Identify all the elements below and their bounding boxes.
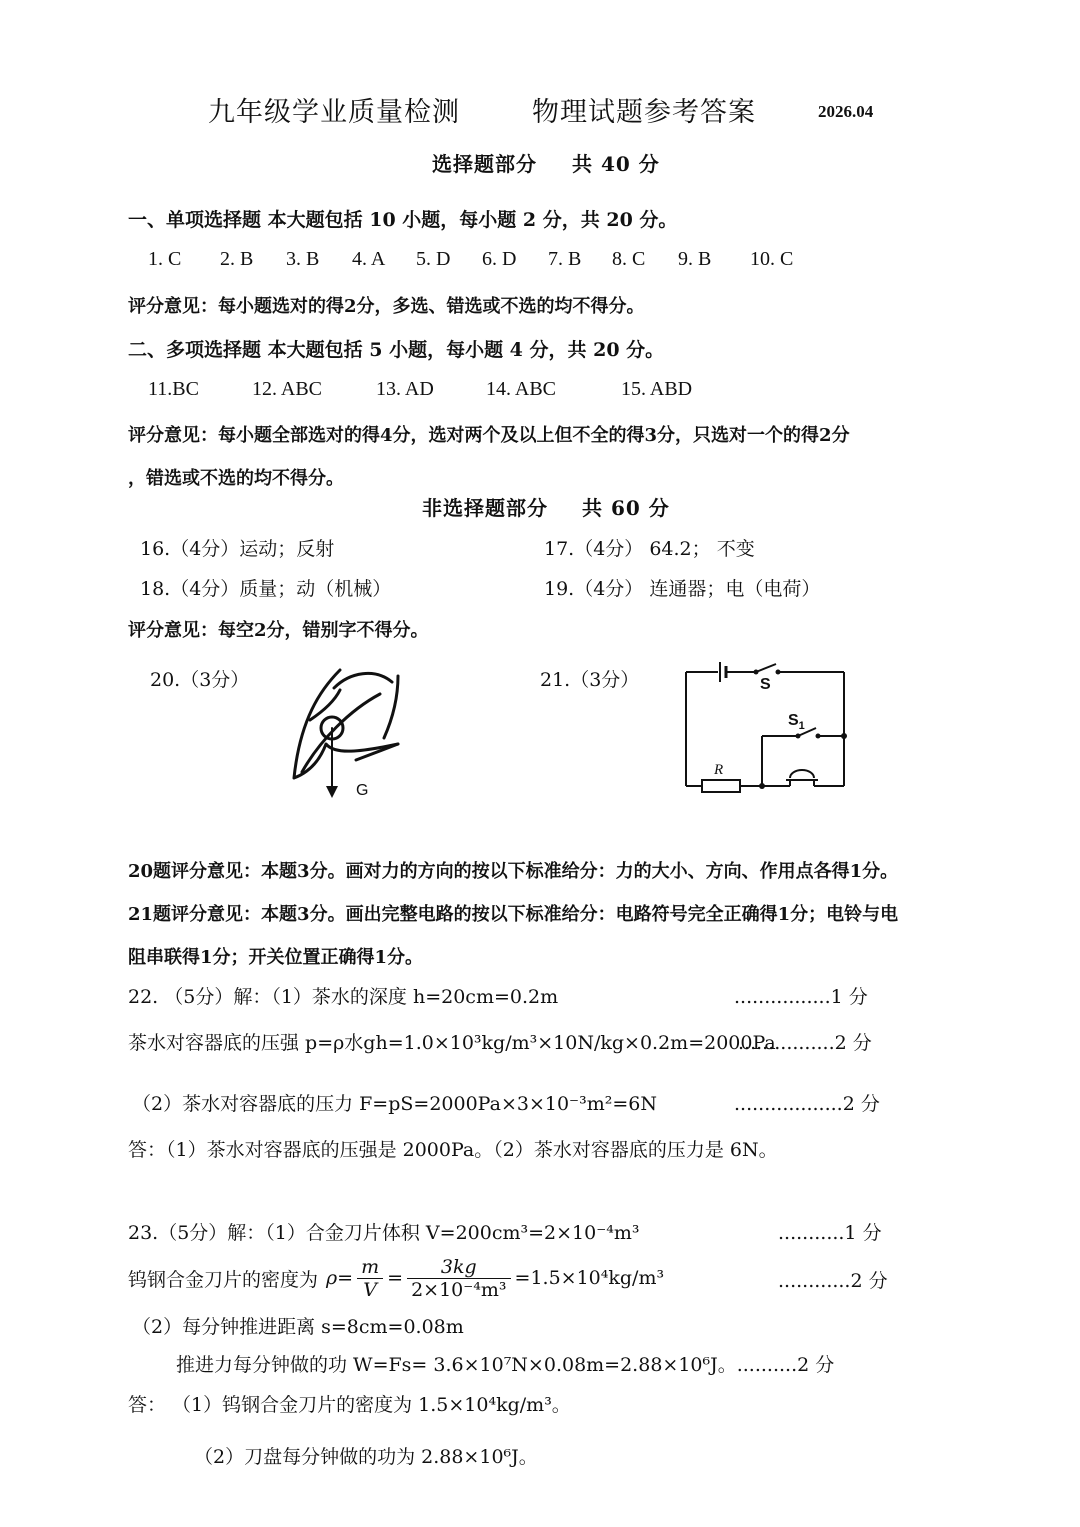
- leaf-tip: [356, 744, 398, 760]
- answer-1: 1. C: [148, 248, 182, 270]
- q23-line1-score: ...........1 分: [778, 1222, 882, 1244]
- q21-note-line1: 21题评分意见：本题3分。画出完整电路的按以下标准给分：电路符号完全正确得1分；电铃与电: [128, 904, 899, 925]
- section2-answers: [148, 378, 692, 401]
- q23-line2: [128, 1250, 664, 1306]
- exam-subject: 物理试题参考答案: [532, 97, 756, 128]
- section1-answers: [148, 248, 808, 271]
- fill-note: 评分意见：每空2分，错别字不得分。: [128, 620, 429, 641]
- q21-label: 21.（3分）: [540, 669, 640, 691]
- answer-18: 18.（4分）质量；动（机械）: [140, 578, 392, 600]
- bell-dome: [790, 770, 814, 778]
- part1-total: 共 40 分: [572, 152, 660, 176]
- q23-answer1: 答： （1）钨钢合金刀片的密度为 1.5×10⁴kg/m³。: [128, 1394, 571, 1416]
- density-result: =1.5×10⁴kg/m³: [514, 1267, 665, 1289]
- section2-note-line2: ，错选或不选的均不得分。: [128, 468, 344, 489]
- q23-line3: （2）每分钟推进距离 s=8cm=0.08m: [132, 1316, 464, 1338]
- resistor-label: R: [714, 762, 724, 778]
- resistor-symbol: [702, 780, 740, 792]
- q22-line3: （2）茶水对容器底的压力 F=pS=2000Pa×3×10⁻³m²=6N: [132, 1093, 657, 1115]
- fraction-numerator-value: 3kg: [407, 1256, 510, 1279]
- q22-line1-score: ................1 分: [734, 986, 868, 1008]
- switch-s-label: S: [760, 676, 771, 693]
- part1-title: 选择题部分: [432, 152, 537, 176]
- rho-symbol: ρ=: [326, 1267, 354, 1289]
- part2-title: 非选择题部分: [422, 496, 548, 520]
- answer-10: 10. C: [750, 248, 794, 270]
- answer-16: 16.（4分）运动；反射: [140, 538, 335, 560]
- q20-diagram: [280, 660, 420, 810]
- q20-note: 20题评分意见：本题3分。画对力的方向的按以下标准给分：力的大小、方向、作用点各得1分。: [128, 861, 899, 882]
- answer-3: 3. B: [286, 248, 320, 270]
- switch-s-blade: [756, 664, 776, 672]
- gravity-arrowhead: [326, 786, 338, 798]
- q21-note-line2: 阻串联得1分；开关位置正确得1分。: [128, 947, 424, 968]
- junction-bottom: [759, 783, 765, 789]
- q23-line2-prefix: 钨钢合金刀片的密度为: [128, 1268, 319, 1291]
- answer-9: 9. B: [678, 248, 712, 270]
- leaf-right: [384, 676, 398, 738]
- section2-note-line1: 评分意见：每小题全部选对的得4分，选对两个及以上但不全的得3分，只选对一个的得2分: [128, 425, 850, 446]
- q23-answer2: （2）刀盘每分钟做的功为 2.88×10⁶J。: [194, 1446, 538, 1468]
- fraction-denominator-value: 2×10⁻⁴m³: [411, 1278, 507, 1301]
- exam-title: 九年级学业质量检测: [208, 97, 460, 128]
- fraction-denominator: V: [363, 1278, 377, 1301]
- answer-19: 19.（4分） 连通器；电（电荷）: [544, 578, 821, 600]
- fraction-numerator: m: [357, 1256, 383, 1279]
- q22-line3-score: ..................2 分: [734, 1093, 880, 1115]
- q22-line2-score: ................2 分: [738, 1032, 872, 1054]
- answer-4: 4. A: [352, 248, 386, 270]
- answer-11: 11.BC: [148, 378, 199, 400]
- q20-label: 20.（3分）: [150, 669, 250, 691]
- switch-s-contact: [776, 670, 781, 675]
- answer-17: 17.（4分） 64.2； 不变: [544, 538, 755, 560]
- q22-line1: 22. （5分）解：（1）茶水的深度 h=20cm=0.2m: [128, 986, 559, 1008]
- section1-heading: 一、单项选择题 本大题包括 10 小题，每小题 2 分，共 20 分。: [128, 209, 678, 231]
- answer-12: 12. ABC: [252, 378, 323, 400]
- q22-line2: 茶水对容器底的压强 p=ρ水gh=1.0×10³kg/m³×10N/kg×0.2m=2000Pa: [128, 1032, 776, 1054]
- switch-s1-pivot: [796, 734, 801, 739]
- section2-heading: 二、多项选择题 本大题包括 5 小题，每小题 4 分，共 20 分。: [128, 339, 665, 361]
- q23-line2-score: ............2 分: [778, 1270, 888, 1292]
- fraction-m-over-v: [357, 1256, 383, 1301]
- answer-7: 7. B: [548, 248, 582, 270]
- q23-line4: 推进力每分钟做的功 W=Fs= 3.6×10⁷N×0.08m=2.88×10⁶J。..........2 分: [176, 1354, 835, 1376]
- switch-s-pivot: [754, 670, 759, 675]
- switch-s1-contact: [816, 734, 821, 739]
- answer-6: 6. D: [482, 248, 517, 270]
- answer-13: 13. AD: [376, 378, 434, 400]
- answer-8: 8. C: [612, 248, 646, 270]
- answer-15: 15. ABD: [621, 378, 693, 400]
- equals-sign: =: [387, 1267, 404, 1289]
- gravity-label: G: [356, 782, 369, 799]
- answer-14: 14. ABC: [486, 378, 557, 400]
- exam-date: 2026.04: [818, 102, 874, 121]
- answer-2: 2. B: [220, 248, 254, 270]
- junction-right: [841, 733, 847, 739]
- leaf-top: [334, 673, 392, 688]
- q22-answer: 答：（1）茶水对容器底的压强是 2000Pa。（2）茶水对容器底的压力是 6N。: [128, 1139, 778, 1161]
- q23-line1: 23.（5分）解：（1）合金刀片体积 V=200cm³=2×10⁻⁴m³: [128, 1222, 640, 1244]
- answer-5: 5. D: [416, 248, 451, 270]
- fraction-values: [407, 1256, 510, 1301]
- section1-note: 评分意见：每小题选对的得2分，多选、错选或不选的均不得分。: [128, 296, 645, 317]
- switch-s1-label: $S_1$: [788, 712, 805, 733]
- part2-total: 共 60 分: [582, 496, 670, 520]
